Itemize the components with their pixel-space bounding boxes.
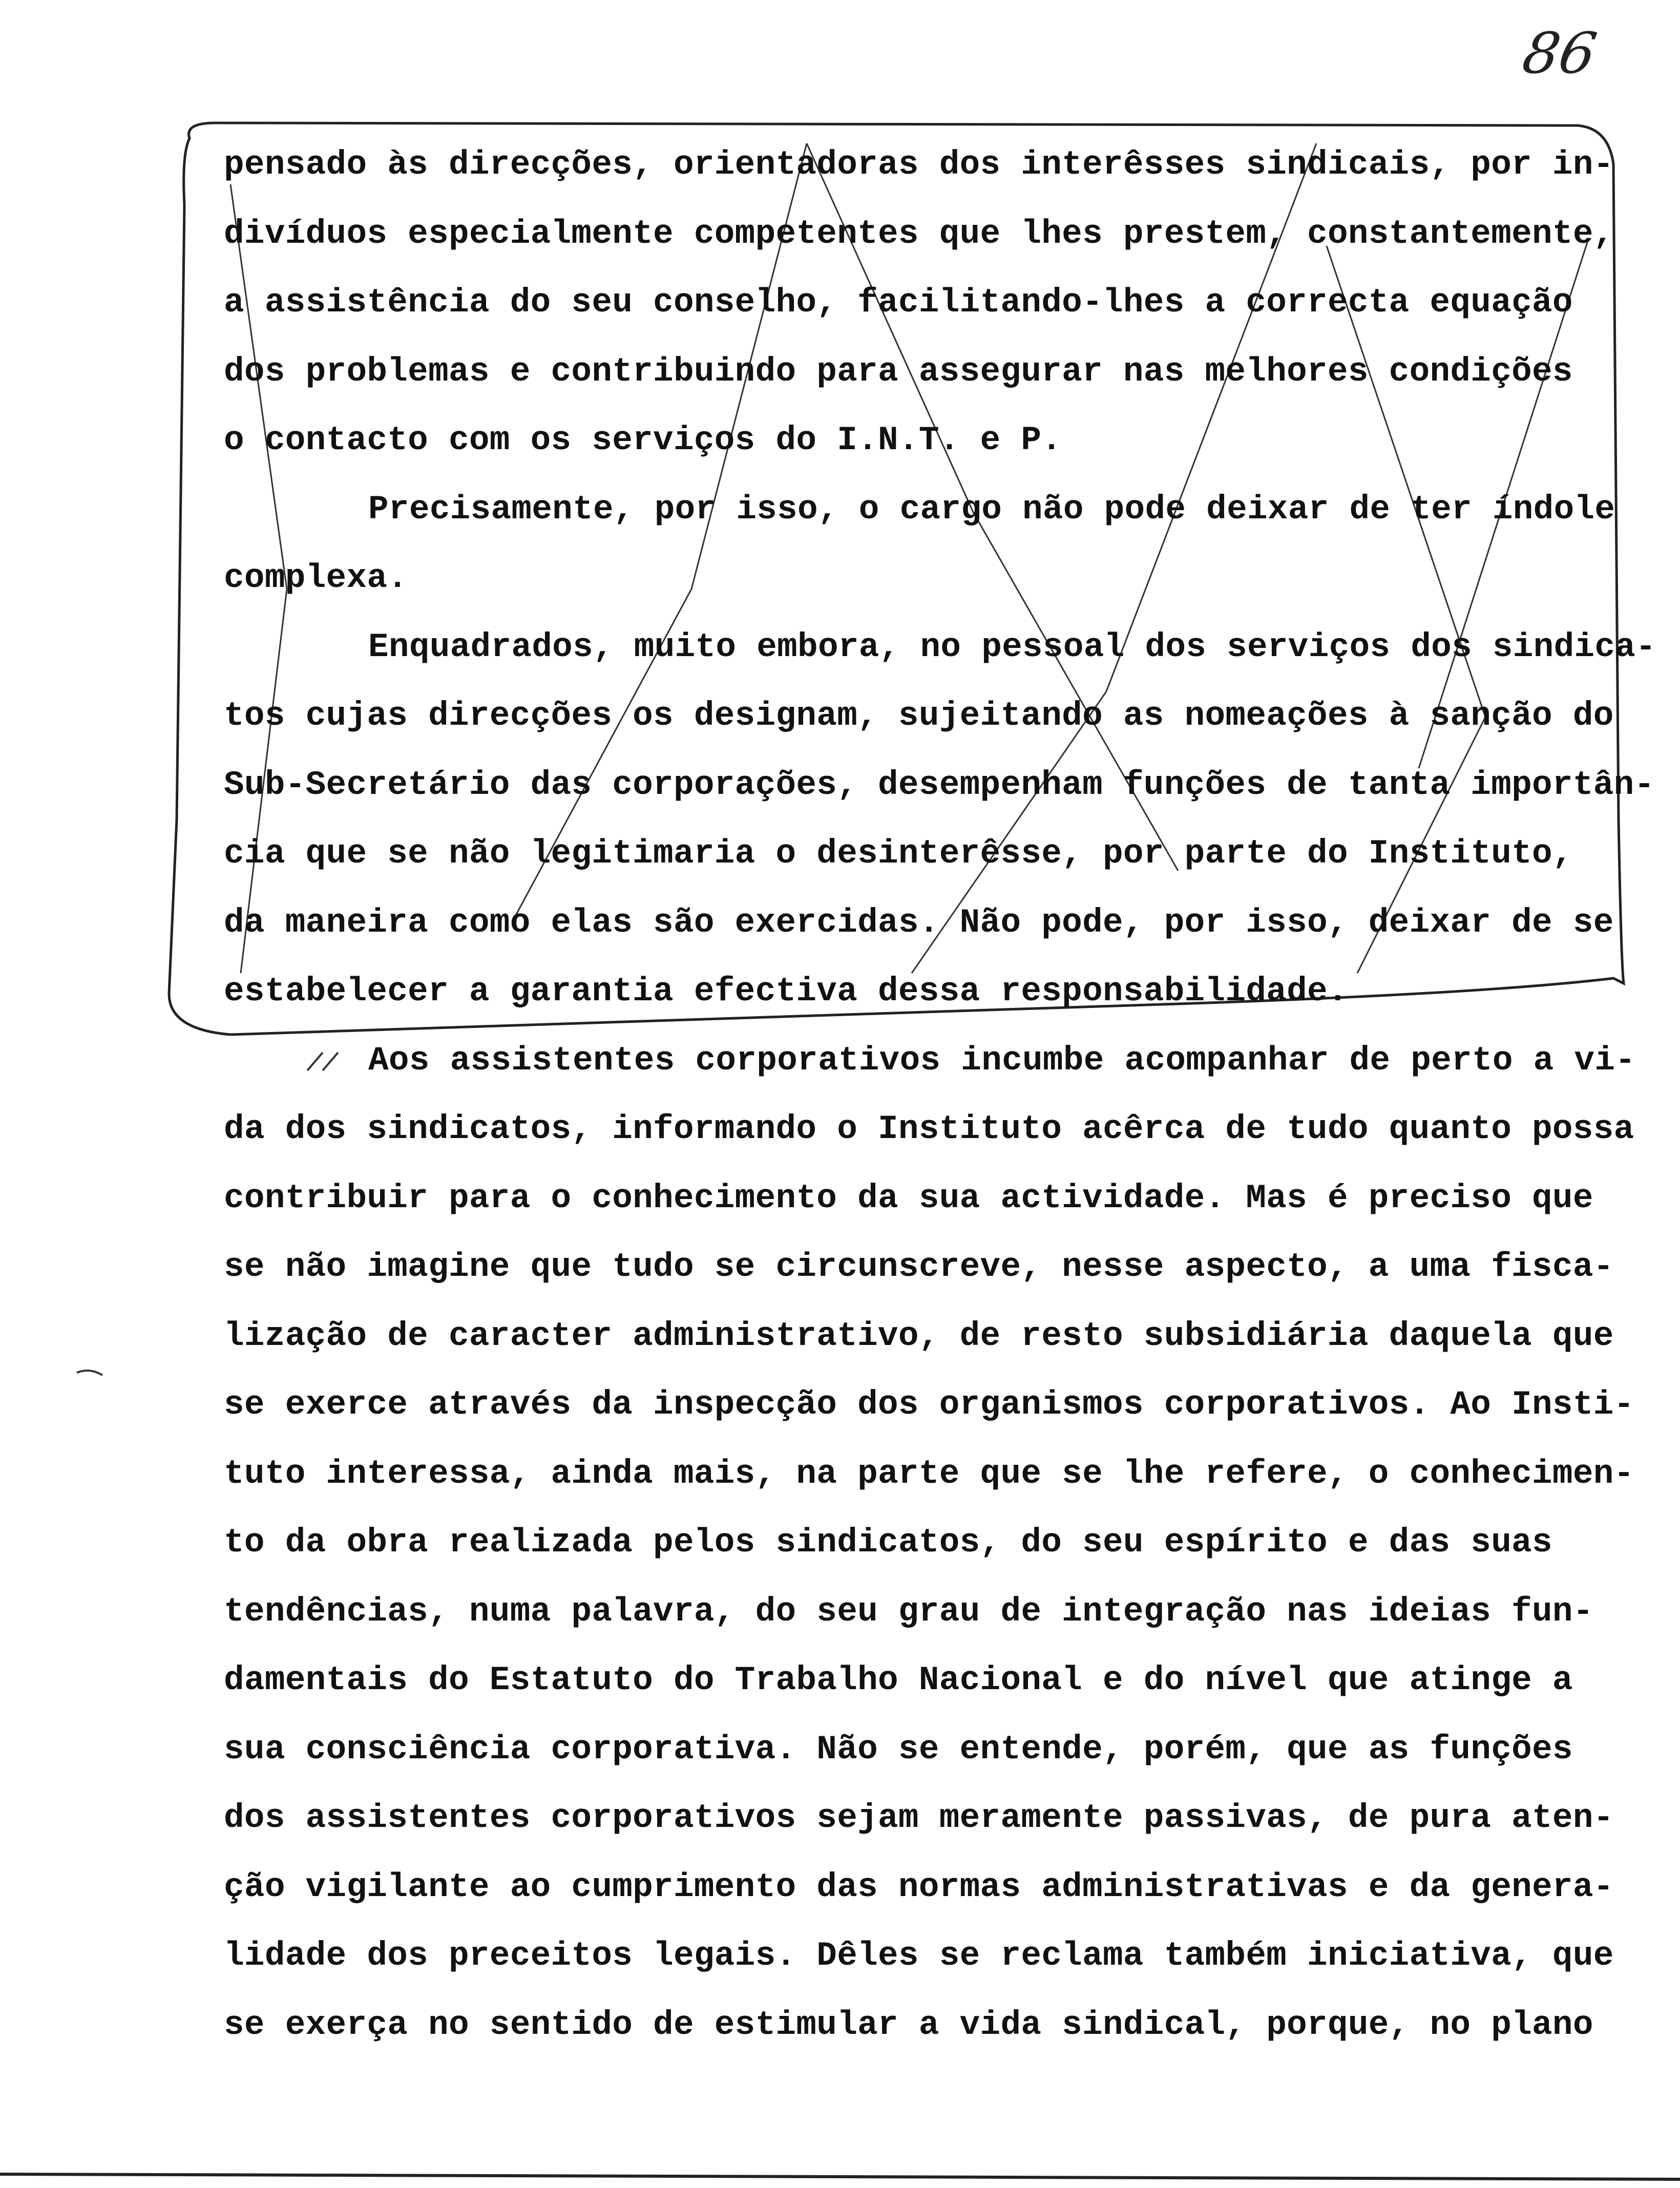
text-line: da dos sindicatos, informando o Instituto acêrca de tudo quanto possa — [224, 1110, 1634, 1148]
text-line: dos problemas e contribuindo para assegurar nas melhores condições — [224, 352, 1573, 391]
margin-mark — [77, 1371, 102, 1375]
text-line: tos cujas direcções os designam, sujeitando as nomeações à sanção do — [224, 697, 1614, 735]
text-line: a assistência do seu conselho, facilitando-lhes a correcta equação — [224, 283, 1573, 322]
text-line: pensado às direcções, orientadoras dos interêsses sindicais, por in- — [224, 145, 1614, 184]
text-line: se exerce através da inspecção dos organismos corporativos. Ao Insti- — [224, 1385, 1634, 1424]
text-line: dos assistentes corporativos sejam meramente passivas, de pura aten- — [224, 1799, 1614, 1837]
text-line: o contacto com os serviços do I.N.T. e P. — [224, 421, 1062, 459]
text-line: se não imagine que tudo se circunscreve, nesse aspecto, a uma fisca- — [224, 1248, 1614, 1286]
text-line: Aos assistentes corporativos incumbe acompanhar de perto a vi- — [368, 1041, 1636, 1080]
text-line: Enquadrados, muito embora, no pessoal dos serviços dos sindica- — [368, 627, 1656, 666]
text-line: sua consciência corporativa. Não se entende, porém, que as funções — [224, 1730, 1573, 1769]
handwritten-page-number: 86 — [1518, 20, 1602, 86]
text-line: se exerça no sentido de estimular a vida sindical, porque, no plano — [224, 2005, 1593, 2044]
text-line: to da obra realizada pelos sindicatos, do seu espírito e das suas — [224, 1523, 1552, 1562]
text-line: estabelecer a garantia efectiva dessa responsabilidade. — [224, 972, 1348, 1011]
text-line: tuto interessa, ainda mais, na parte que se lhe refere, o conhecimen- — [224, 1454, 1634, 1493]
text-line: Sub-Secretário das corporações, desempenham funções de tanta importân- — [224, 765, 1655, 804]
text-line: tendências, numa palavra, do seu grau de integração nas ideias fun- — [224, 1592, 1593, 1631]
text-line: ção vigilante ao cumprimento das normas administrativas e da genera- — [224, 1867, 1614, 1906]
text-line: da maneira como elas são exercidas. Não pode, por isso, deixar de se — [224, 903, 1614, 942]
text-line: contribuir para o conhecimento da sua actividade. Mas é preciso que — [224, 1179, 1593, 1217]
text-line: damentais do Estatuto do Trabalho Nacional e do nível que atinge a — [224, 1661, 1573, 1699]
bottom-edge-line — [0, 2174, 1680, 2179]
text-line: lidade dos preceitos legais. Dêles se reclama também iniciativa, que — [224, 1937, 1614, 1975]
text-line: cia que se não legitimaria o desinterêsse, por parte do Instituto, — [224, 834, 1573, 873]
paragraph-mark — [307, 1053, 338, 1070]
text-line: complexa. — [224, 559, 408, 597]
text-line: Precisamente, por isso, o cargo não pode deixar de ter índole — [368, 490, 1615, 529]
text-line: divíduos especialmente competentes que lhes prestem, constantemente, — [224, 214, 1614, 253]
text-line: lização de caracter administrativo, de resto subsidiária daquela que — [224, 1316, 1614, 1355]
